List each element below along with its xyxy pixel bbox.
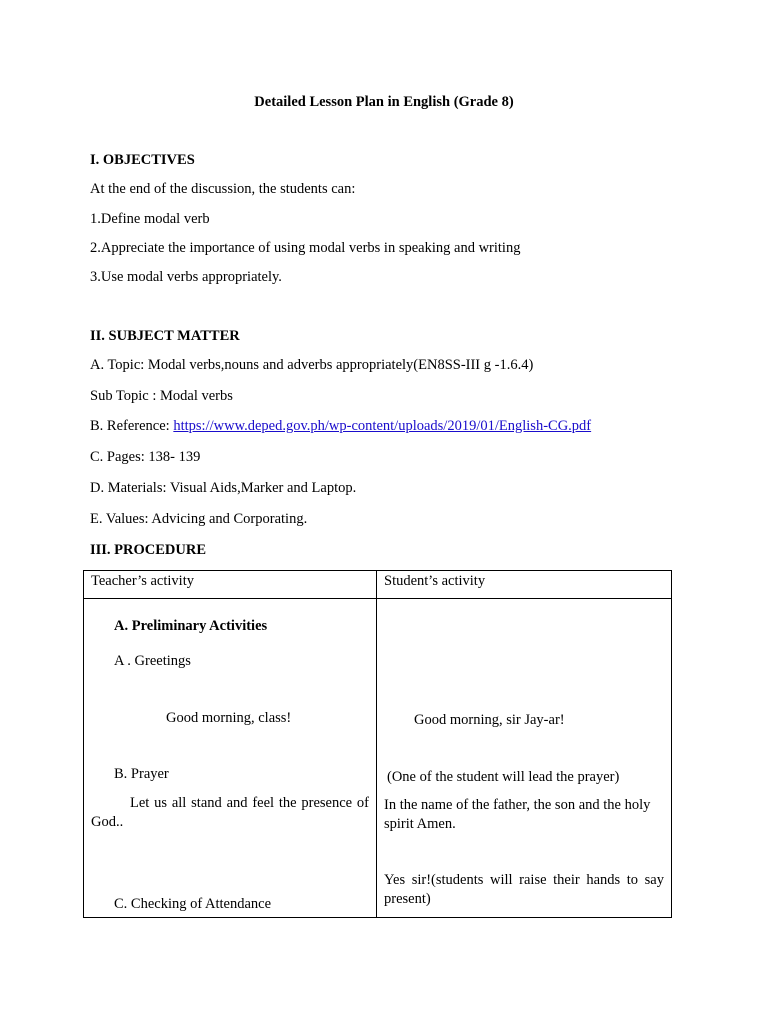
student-prayer-text: In the name of the father, the son and the holy spirit Amen. xyxy=(384,797,651,832)
materials-line: D. Materials: Visual Aids,Marker and Laptop. xyxy=(90,480,357,496)
teacher-column-header: Teacher’s activity xyxy=(84,571,377,599)
preliminary-activities-heading: A. Preliminary Activities xyxy=(114,618,268,634)
attendance-label: C. Checking of Attendance xyxy=(114,896,272,912)
prayer-note: (One of the student will lead the prayer) xyxy=(387,769,620,785)
subject-matter-heading: II. SUBJECT MATTER xyxy=(90,328,240,344)
teacher-greeting: Good morning, class! xyxy=(166,710,292,726)
procedure-table-header xyxy=(84,571,672,599)
teacher-prayer-text: Let us all stand and feel the presence of God.. xyxy=(91,795,369,830)
objectives-heading: I. OBJECTIVES xyxy=(90,152,195,168)
student-greeting-line xyxy=(403,712,565,729)
reference-link[interactable]: https://www.deped.gov.ph/wp-content/uploads/2019/01/English-CG.pdf xyxy=(173,418,592,434)
values-line: E. Values: Advicing and Corporating. xyxy=(90,511,308,527)
student-column-header: Student’s activity xyxy=(377,571,672,599)
document-title: Detailed Lesson Plan in English (Grade 8) xyxy=(254,94,514,110)
pages-line: C. Pages: 138- 139 xyxy=(90,449,201,465)
attendance-reply: Yes sir!(students will raise their hands to say present) xyxy=(384,872,664,907)
teacher-activity-cell xyxy=(84,599,377,918)
objectives-intro: At the end of the discussion, the students can: xyxy=(90,181,356,197)
prayer-label: B. Prayer xyxy=(114,766,169,782)
student-greeting-reply: Good morning, sir Jay-ar! xyxy=(414,712,565,728)
sub-topic-line: Sub Topic : Modal verbs xyxy=(90,388,233,404)
student-activity-cell xyxy=(377,599,672,918)
greetings-label: A . Greetings xyxy=(114,653,191,669)
objective-item-1: 1.Define modal verb xyxy=(90,211,210,227)
objective-item-3: 3.Use modal verbs appropriately. xyxy=(90,269,282,285)
topic-line: A. Topic: Modal verbs,nouns and adverbs appropriately(EN8SS-III g -1.6.4) xyxy=(90,357,534,373)
objective-item-2: 2.Appreciate the importance of using modal verbs in speaking and writing xyxy=(90,240,521,256)
reference-label: B. Reference: xyxy=(90,418,174,434)
procedure-table-row xyxy=(84,599,672,918)
reference-line xyxy=(90,418,591,435)
procedure-table xyxy=(83,570,672,918)
procedure-heading: III. PROCEDURE xyxy=(90,542,207,558)
